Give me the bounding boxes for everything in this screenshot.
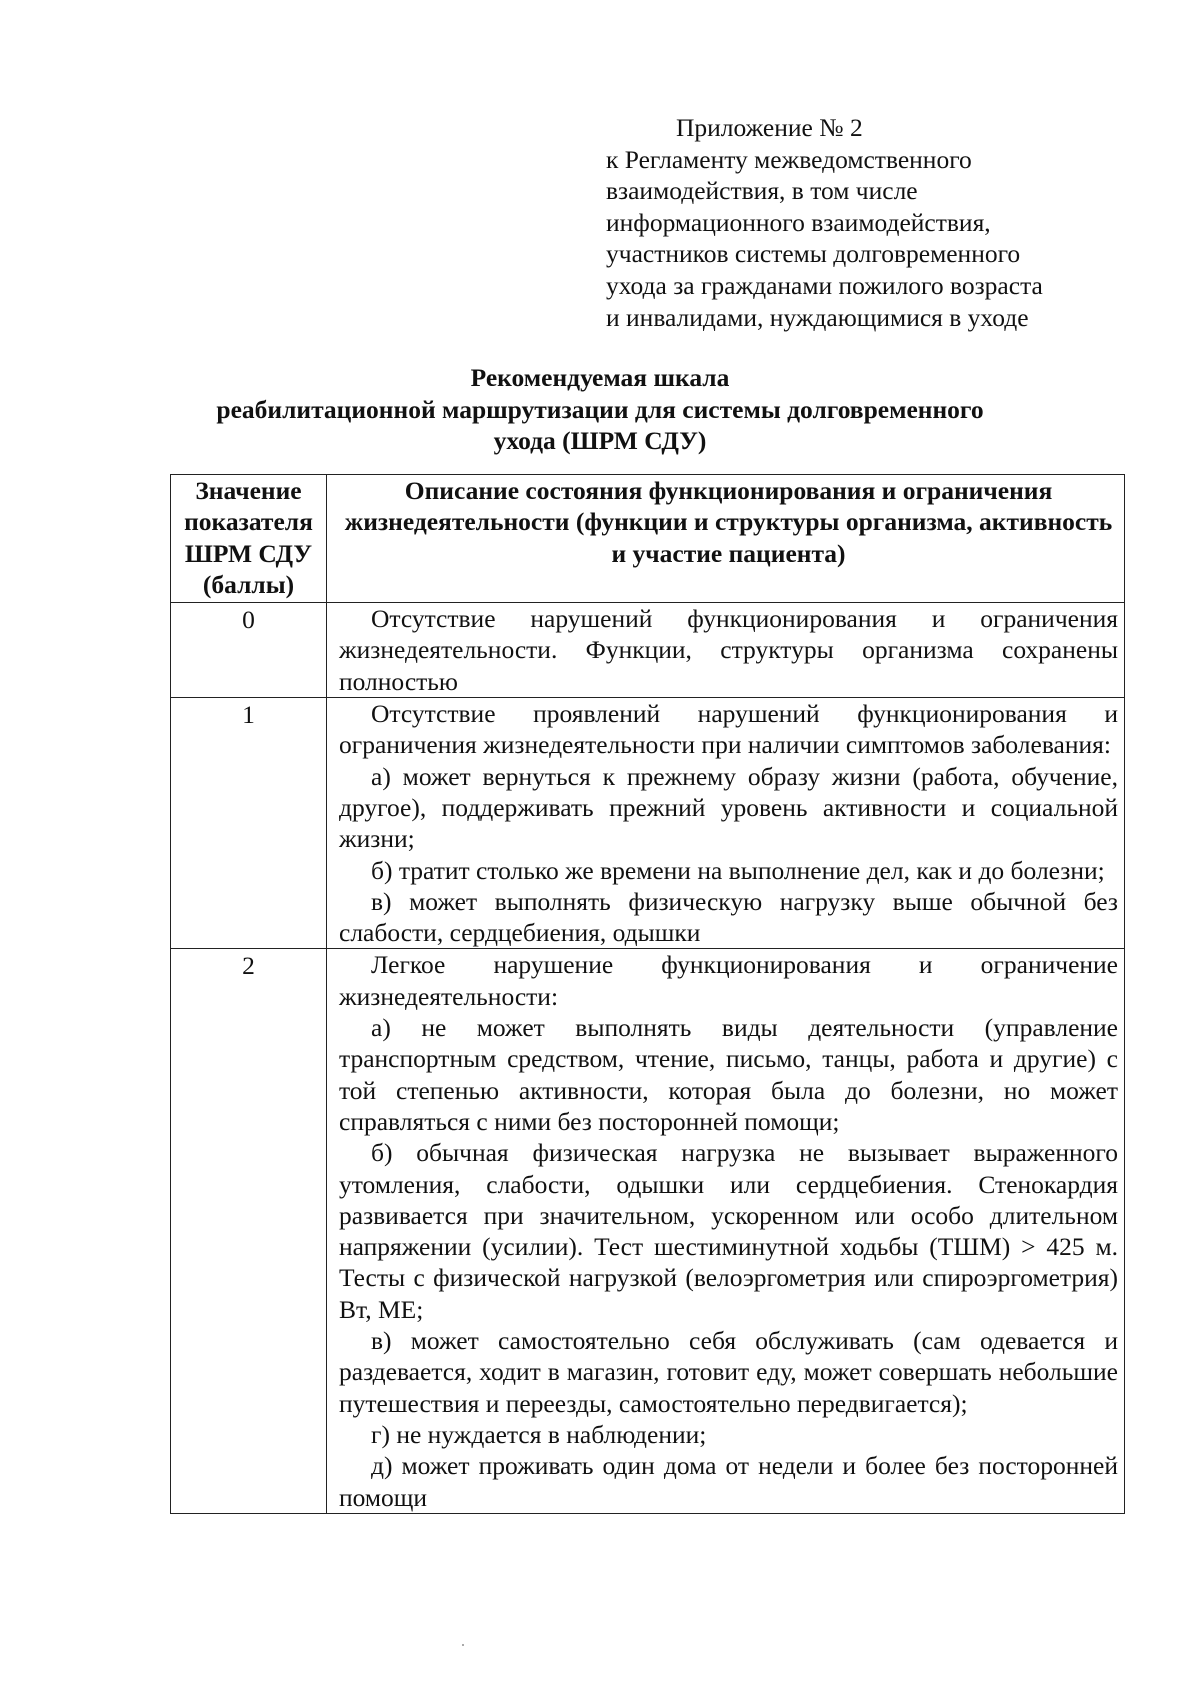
- appendix-line: участников системы долговременного: [606, 239, 1021, 269]
- description-cell: [327, 698, 1125, 949]
- score-cell: [171, 949, 327, 1513]
- title-line: реабилитационной маршрутизации для системы долговременного: [216, 394, 984, 424]
- description-paragraph: б) обычная физическая нагрузка не вызывает выраженного утомления, слабости, одышки или сердцебиения. Стенокардия развивается при значительном, ускоренном или особо длительном напряжении (усилии). Тест шестиминутной ходьбы (ТШМ) > 425 м. Тесты с физической нагрузкой (велоэргометрия или спироэргометрия) Вт, МЕ;: [339, 1138, 1118, 1324]
- appendix-line: ухода за гражданами пожилого возраста: [606, 270, 1043, 300]
- description-paragraph: Отсутствие проявлений нарушений функционирования и ограничения жизнедеятельности при наличии симптомов заболевания:: [339, 699, 1118, 760]
- title-line: Рекомендуемая шкала: [470, 363, 730, 392]
- header-score-line: показателя: [184, 507, 313, 537]
- table-row: [171, 603, 1125, 698]
- description-paragraph: Отсутствие нарушений функционирования и ограничения жизнедеятельности. Функции, структуры организма сохранены полностью: [339, 604, 1118, 696]
- score-value: 0: [242, 605, 255, 635]
- header-score-line: ШРМ СДУ: [184, 538, 313, 568]
- rehab-scale-table: [170, 474, 1125, 1514]
- description-paragraph: в) может самостоятельно себя обслуживать (сам одевается и раздевается, ходит в магазин, готовит еду, может совершать небольшие путешествия и переезды, самостоятельно передвигается);: [339, 1326, 1118, 1418]
- description-paragraph: г) не нуждается в наблюдении;: [371, 1419, 707, 1449]
- table-row: [171, 949, 1125, 1513]
- description-paragraph: а) не может выполнять виды деятельности (управление транспортным средством, чтение, письмо, танцы, работа и другие) с той степенью активности, которая была до болезни, но может справляться с ними без посторонней помощи;: [339, 1013, 1118, 1136]
- table-row: [171, 698, 1125, 949]
- scan-speck: [462, 1644, 464, 1646]
- appendix-block: [606, 112, 1126, 333]
- score-cell: [171, 698, 327, 949]
- appendix-line: и инвалидами, нуждающимися в уходе: [606, 302, 1029, 332]
- document-title: [160, 362, 1040, 457]
- header-desc-cell: Описание состояния функционирования и ограничения жизнедеятельности (функции и структуры организма, активность и участие пациента): [327, 475, 1125, 603]
- header-score-line: Значение: [195, 476, 302, 505]
- description-cell: [327, 949, 1125, 1513]
- description-paragraph: б) тратит столько же времени на выполнение дел, как и до болезни;: [371, 855, 1105, 885]
- description-paragraph: а) может вернуться к прежнему образу жизни (работа, обучение, другое), поддерживать прежний уровень активности и социальной жизни;: [339, 761, 1118, 854]
- score-value: 1: [242, 700, 255, 730]
- description-paragraph: д) может проживать один дома от недели и более без посторонней помощи: [339, 1451, 1118, 1512]
- score-value: 2: [242, 951, 255, 981]
- description-paragraph: в) может выполнять физическую нагрузку выше обычной без слабости, сердцебиения, одышки: [339, 886, 1118, 948]
- appendix-line: взаимодействия, в том числе: [606, 176, 918, 206]
- appendix-number: Приложение № 2: [676, 113, 863, 142]
- description-paragraph: Легкое нарушение функционирования и ограничение жизнедеятельности:: [339, 950, 1118, 1011]
- score-cell: [171, 603, 327, 698]
- appendix-line: к Регламенту межведомственного: [606, 144, 972, 174]
- description-cell: [327, 603, 1125, 698]
- appendix-line: информационного взаимодействия,: [606, 207, 991, 237]
- title-line: ухода (ШРМ СДУ): [493, 426, 707, 455]
- table-header-row: [171, 475, 1125, 603]
- header-score-cell: [171, 475, 327, 603]
- header-score-line: (баллы): [202, 569, 295, 599]
